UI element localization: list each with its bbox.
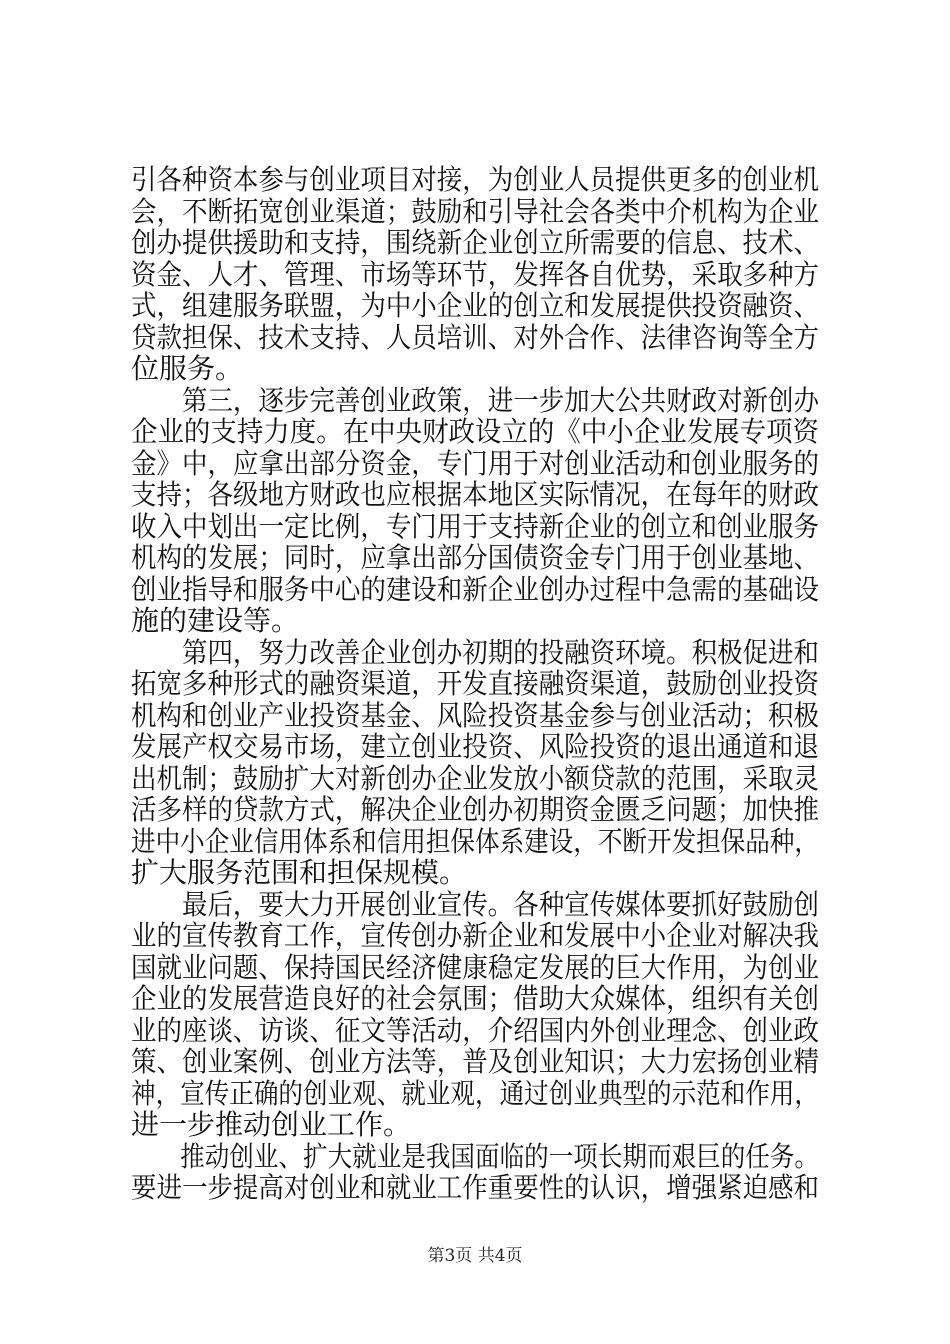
text-line: 收入中划出一定比例，专门用于支持新企业的创立和创业服务	[131, 509, 820, 543]
text-line: 施的建设等。	[131, 604, 300, 637]
text-line: 资金、人才、管理、市场等环节，发挥各自优势，采取多种方	[131, 257, 820, 291]
text-line: 拓宽多种形式的融资渠道，开发直接融资渠道，鼓励创业投资	[131, 667, 820, 700]
text-line: 活多样的贷款方式，解决企业创办初期资金匮乏问题；加快推	[131, 793, 820, 826]
text-line: 机构和创业产业投资基金、风险投资基金参与创业活动；积极	[131, 698, 820, 732]
text-line: 会，不断拓宽创业渠道；鼓励和引导社会各类中介机构为企业	[131, 194, 820, 228]
text-line: 第三，逐步完善创业政策，进一步加大公共财政对新创办	[131, 383, 820, 417]
text-line: 策、创业案例、创业方法等，普及创业知识；大力宏扬创业精	[131, 1045, 820, 1078]
text-line: 要进一步提高对创业和就业工作重要性的认识，增强紧迫感和	[131, 1171, 820, 1204]
text-line: 创办提供援助和支持，围绕新企业创立所需要的信息、技术、	[131, 226, 820, 259]
text-line: 机构的发展；同时，应拿出部分国债资金专门用于创业基地、	[131, 541, 820, 574]
text-line: 业的宣传教育工作，宣传创办新企业和发展中小企业对解决我	[131, 919, 820, 952]
text-line: 贷款担保、技术支持、人员培训、对外合作、法律咨询等全方	[131, 320, 820, 354]
text-line: 式，组建服务联盟，为中小企业的创立和发展提供投资融资、	[131, 289, 820, 322]
page-number-footer: 第3页 共4页	[427, 1246, 523, 1266]
text-line: 进一步推动创业工作。	[131, 1108, 412, 1141]
text-line: 神，宣传正确的创业观、就业观，通过创业典型的示范和作用，	[131, 1076, 820, 1110]
text-line: 位服务。	[131, 352, 244, 385]
text-line: 引各种资本参与创业项目对接，为创业人员提供更多的创业机	[131, 163, 820, 196]
text-line: 企业的支持力度。在中央财政设立的《中小企业发展专项资	[131, 415, 820, 448]
text-line: 支持；各级地方财政也应根据本地区实际情况，在每年的财政	[131, 478, 820, 511]
text-line: 国就业问题、保持国民经济健康稳定发展的巨大作用，为创业	[131, 950, 820, 984]
text-line: 业的座谈、访谈、征文等活动，介绍国内外创业理念、创业政	[131, 1013, 820, 1047]
text-line: 最后，要大力开展创业宣传。各种宣传媒体要抓好鼓励创	[131, 887, 820, 921]
text-line: 第四，努力改善企业创办初期的投融资环境。积极促进和	[131, 635, 820, 669]
text-line: 企业的发展营造良好的社会氛围；借助大众媒体，组织有关创	[131, 982, 820, 1015]
text-line: 进中小企业信用体系和信用担保体系建设，不断开发担保品种，	[131, 824, 820, 858]
text-line: 推动创业、扩大就业是我国面临的一项长期而艰巨的任务。	[131, 1139, 820, 1173]
text-line: 扩大服务范围和担保规模。	[131, 856, 468, 889]
text-line: 发展产权交易市场，建立创业投资、风险投资的退出通道和退	[131, 730, 820, 763]
text-line: 创业指导和服务中心的建设和新企业创办过程中急需的基础设	[131, 572, 820, 606]
text-line: 出机制；鼓励扩大对新创办企业发放小额贷款的范围，采取灵	[131, 761, 820, 795]
text-line: 金》中，应拿出部分资金，专门用于对创业活动和创业服务的	[131, 446, 820, 480]
